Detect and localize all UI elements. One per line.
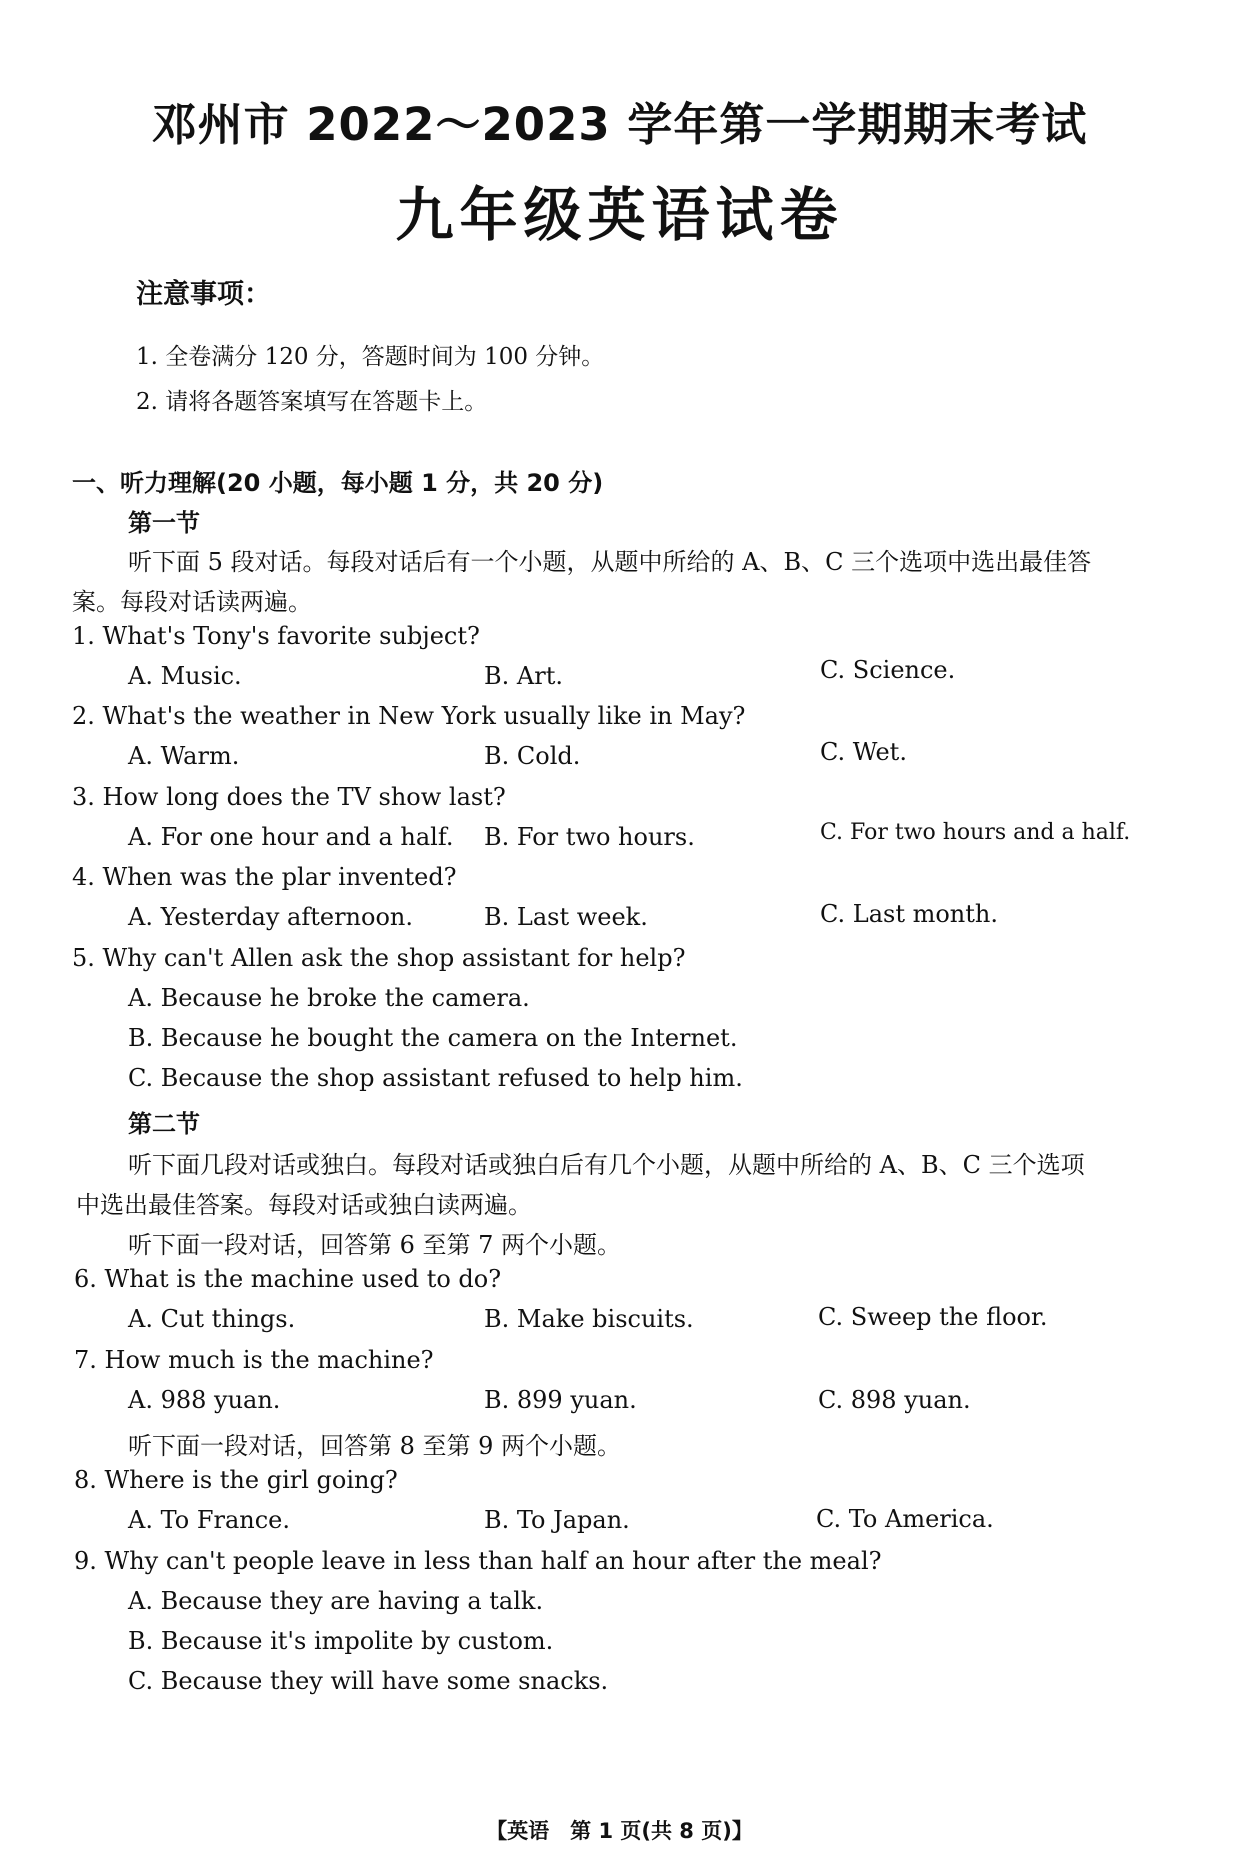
q7-option-a: A. 988 yuan. <box>128 1386 281 1414</box>
q3-option-c: C. For two hours and a half. <box>820 820 1131 845</box>
question-5: 5. Why can't Allen ask the shop assistant for help? <box>72 944 686 972</box>
q8-option-a: A. To France. <box>128 1506 290 1534</box>
section2-sub-instruction: 听下面一段对话，回答第 6 至第 7 两个小题。 <box>128 1231 622 1259</box>
q6-option-c: C. Sweep the floor. <box>818 1303 1048 1331</box>
exam-title: 邓州市 2022～2023 学年第一学期期末考试 <box>151 98 1088 151</box>
q5-option-b: B. Because he bought the camera on the Internet. <box>128 1024 738 1052</box>
q2-option-a: A. Warm. <box>128 742 240 770</box>
question-3: 3. How long does the TV show last? <box>72 783 506 811</box>
question-6: 6. What is the machine used to do? <box>74 1265 502 1293</box>
q5-option-a: A. Because he broke the camera. <box>128 984 530 1012</box>
notice-item: 2. 请将各题答案填写在答题卡上。 <box>136 389 488 415</box>
question-2: 2. What's the weather in New York usually like in May? <box>72 702 746 730</box>
section2-instruction: 听下面几段对话或独白。每段对话或独白后有几个小题，从题中所给的 A、B、C 三个选项 <box>128 1151 1085 1179</box>
notice-heading: 注意事项： <box>136 279 271 310</box>
q9-option-b: B. Because it's impolite by custom. <box>128 1627 554 1655</box>
notice-item: 1. 全卷满分 120 分，答题时间为 100 分钟。 <box>136 344 605 370</box>
section1-instruction: 听下面 5 段对话。每段对话后有一个小题，从题中所给的 A、B、C 三个选项中选出最佳答 <box>128 548 1092 576</box>
exam-subtitle: 九年级英语试卷 <box>395 181 844 249</box>
q6-option-b: B. Make biscuits. <box>484 1305 694 1333</box>
q7-option-b: B. 899 yuan. <box>484 1386 637 1414</box>
q4-option-c: C. Last month. <box>820 900 998 928</box>
q2-option-b: B. Cold. <box>484 742 581 770</box>
q8-option-c: C. To America. <box>816 1505 994 1533</box>
q4-option-b: B. Last week. <box>484 903 648 931</box>
q3-option-a: A. For one hour and a half. <box>128 823 454 851</box>
q6-option-a: A. Cut things. <box>128 1305 296 1333</box>
question-4: 4. When was the plar invented? <box>72 863 457 891</box>
q4-option-a: A. Yesterday afternoon. <box>128 903 413 931</box>
section1-instruction: 案。每段对话读两遍。 <box>72 588 312 616</box>
q2-option-c: C. Wet. <box>820 738 907 766</box>
q1-option-c: C. Science. <box>820 656 956 684</box>
question-1: 1. What's Tony's favorite subject? <box>72 622 480 650</box>
q1-option-b: B. Art. <box>484 662 563 690</box>
question-7: 7. How much is the machine? <box>74 1346 434 1374</box>
q8-option-b: B. To Japan. <box>484 1506 630 1534</box>
q5-option-c: C. Because the shop assistant refused to help him. <box>128 1064 743 1092</box>
q9-option-c: C. Because they will have some snacks. <box>128 1667 609 1695</box>
q9-option-a: A. Because they are having a talk. <box>128 1587 544 1615</box>
section2-instruction: 中选出最佳答案。每段对话或独白读两遍。 <box>76 1191 532 1219</box>
section2-sub-instruction: 听下面一段对话，回答第 8 至第 9 两个小题。 <box>128 1432 622 1460</box>
part1-title: 一、听力理解(20 小题，每小题 1 分，共 20 分) <box>72 469 604 497</box>
q7-option-c: C. 898 yuan. <box>818 1386 971 1414</box>
section2-label: 第二节 <box>128 1110 200 1138</box>
question-9: 9. Why can't people leave in less than half an hour after the meal? <box>74 1547 882 1575</box>
section1-label: 第一节 <box>128 509 200 537</box>
question-8: 8. Where is the girl going? <box>74 1466 398 1494</box>
q1-option-a: A. Music. <box>128 662 242 690</box>
page-footer: 【英语 第 1 页(共 8 页)】 <box>486 1819 753 1843</box>
q3-option-b: B. For two hours. <box>484 823 695 851</box>
